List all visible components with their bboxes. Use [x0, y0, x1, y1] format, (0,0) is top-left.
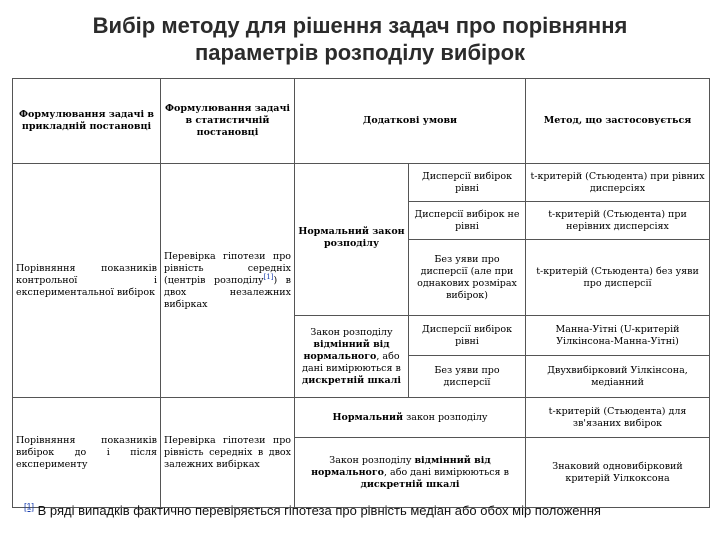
group2-nonnormal-law [295, 438, 526, 508]
group2-normal-law [295, 398, 526, 438]
method-cell: t-критерій (Стьюдента) для зв'язаних вибірок [526, 398, 710, 438]
table-header-row [13, 79, 710, 164]
group2-nonnormal-text-2: відмінний від нормального [311, 454, 491, 478]
group2-normal-text-2: закон розподілу [403, 411, 488, 423]
page-title [0, 12, 720, 66]
condition-cell: Без уяви про дисперсії [409, 356, 526, 398]
footnote-text: В ряді випадків фактично перевіряється гіпотеза про рівність медіан або обох мір положення [34, 503, 601, 518]
group2-statistical: Перевірка гіпотези про рівність середніх в двох залежних вибірках [161, 398, 295, 508]
method-cell: t-критерій (Стьюдента) при рівних дисперсіях [526, 164, 710, 202]
nonnormal-text-4: дискретній шкалі [301, 374, 402, 386]
group2-nonnormal-text-4: дискретній шкалі [360, 478, 460, 490]
header-statistical: Формулювання задачі в статистичній постановці [161, 79, 295, 164]
header-method: Метод, що застосовується [526, 79, 710, 164]
method-cell: Двухвибірковий Уілкінсона, медіанний [526, 356, 710, 398]
condition-cell: Дисперсії вибірок рівні [409, 316, 526, 356]
group1-nonnormal-law [295, 316, 409, 398]
method-cell: Знаковий одновибірковий критерій Уілкоксона [526, 438, 710, 508]
footnote-ref-link[interactable]: [1] [263, 272, 274, 281]
footnote [24, 503, 714, 518]
table-row [13, 164, 710, 202]
condition-cell: Дисперсії вибірок не рівні [409, 202, 526, 240]
method-cell: Манна-Уітні (U-критерій Уілкінсона-Манна-Уітні) [526, 316, 710, 356]
footnote-ref[interactable]: [1] [24, 501, 35, 512]
group2-applied: Порівняння показників вибірок до і після експерименту [13, 398, 161, 508]
group1-statistical-post: ) в двох незалежних вибірках [164, 274, 291, 310]
group2-nonnormal-text-1: Закон розподілу [329, 454, 415, 466]
method-cell: t-критерій (Стьюдента) без уяви про дисперсії [526, 240, 710, 316]
condition-cell: Дисперсії вибірок рівні [409, 164, 526, 202]
nonnormal-text-1: Закон розподілу [310, 326, 393, 338]
condition-cell: Без уяви про дисперсії (але при однакових розмірах вибірок) [409, 240, 526, 316]
group1-applied: Порівняння показників контрольної і експериментальної вибірок [13, 164, 161, 398]
nonnormal-text-3: , або дані вимірюються в [302, 350, 401, 374]
method-cell: t-критерій (Стьюдента) при нерівних дисперсіях [526, 202, 710, 240]
group1-statistical [161, 164, 295, 398]
normal-law-text: Нормальний закон розподілу [298, 226, 405, 249]
group2-nonnormal-text-3: , або дані вимірюються в [384, 466, 509, 478]
nonnormal-text-2: відмінний від нормального [303, 338, 390, 362]
methods-table [12, 78, 710, 508]
group2-normal-text-1: Нормальний [332, 411, 404, 423]
table-row [13, 398, 710, 438]
group1-normal-law [295, 164, 409, 316]
header-conditions: Додаткові умови [295, 79, 526, 164]
title-line-1: Вибір методу для рішення задач про порівняння [92, 13, 628, 38]
group1-statistical-pre: Перевірка гіпотези про рівність середніх (центрів розподілу [164, 250, 291, 286]
title-line-2: параметрів розподілу вибірок [194, 40, 526, 65]
header-applied: Формулювання задачі в прикладній постановці [13, 79, 161, 164]
